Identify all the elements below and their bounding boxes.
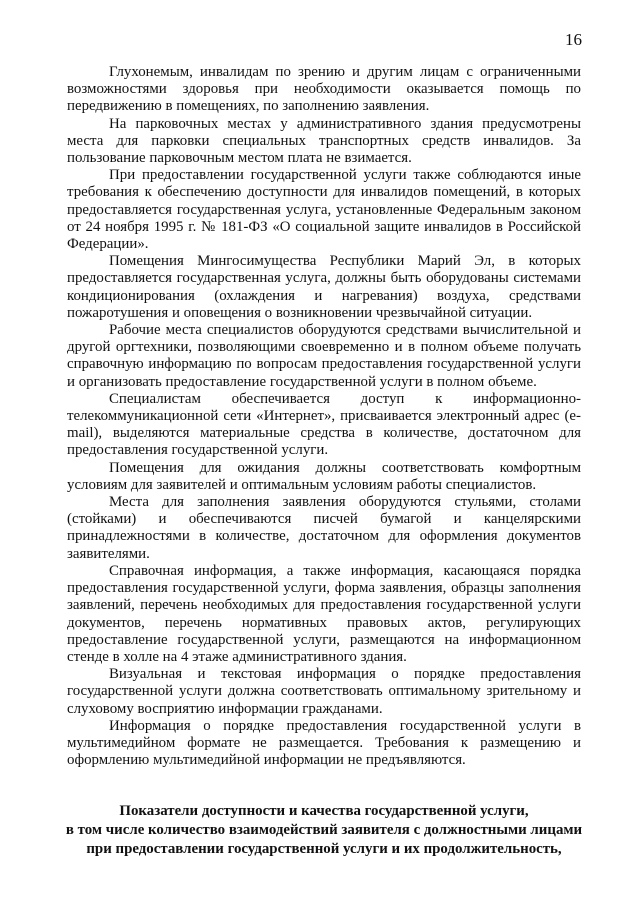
paragraph-internet-access: Специалистам обеспечивается доступ к информационно-телекоммуникационной сети «Интернет», присваивается электронный адрес (e-mail), выделяются материальные средства в количестве, достаточном для предоставления государственной услуги.: [67, 390, 581, 459]
paragraph-workplaces: Рабочие места специалистов оборудуются средствами вычислительной и другой оргтехники, позволяющими своевременно и в полном объеме получать справочную информацию по вопросам предоставления государственной услуги и организовать предоставление государственной услуги в полном объеме.: [67, 322, 581, 390]
paragraph-assistance: Глухонемым, инвалидам по зрению и другим лицам с ограниченными возможностями здоровья при необходимости оказывается помощь по передвижению в помещениях, по заполнению заявления.: [67, 64, 581, 115]
heading-line-2: в том числе количество взаимодействий заявителя с должностными лицами: [65, 822, 583, 838]
page-number: 16: [565, 30, 582, 49]
paragraph-form-filling-area: Места для заполнения заявления оборудуются стульями, столами (стойками) и обеспечиваются писчей бумагой и канцелярскими принадлежностями в количестве, достаточном для оформления документов заявителями.: [67, 494, 581, 562]
paragraph-parking: На парковочных местах у административного здания предусмотрены места для парковки специальных транспортных средств инвалидов. За пользование парковочным местом плата не взимается.: [67, 115, 581, 167]
heading-line-3: при предоставлении государственной услуги и их продолжительность,: [86, 841, 562, 857]
heading-line-1: Показатели доступности и качества государственной услуги,: [119, 803, 529, 819]
paragraph-waiting-area: Помещения для ожидания должны соответствовать комфортным условиям для заявителей и оптимальным условиям работы специалистов.: [67, 459, 581, 493]
section-heading: [60, 802, 588, 859]
paragraph-multimedia-info: Информация о порядке предоставления государственной услуги в мультимедийном формате не размещается. Требования к размещению и оформлению мультимедийной информации не предъявляются.: [67, 717, 581, 769]
paragraph-accessibility-requirements: При предоставлении государственной услуги также соблюдаются иные требования к обеспечению доступности для инвалидов помещений, в которых предоставляется государственная услуга, установленные Федеральным законом от 24 ноября 1995 г. № 181-ФЗ «О социальной защите инвалидов в Российской Федерации».: [67, 167, 581, 253]
document-body: [67, 64, 581, 769]
paragraph-premises-equipment: Помещения Мингосимущества Республики Марий Эл, в которых предоставляется государственная услуга, должны быть оборудованы системами кондиционирования (охлаждения и нагревания) воздуха, средствами пожаротушения и оповещения о возникновении чрезвычайной ситуации.: [67, 253, 581, 321]
paragraph-visual-info: Визуальная и текстовая информация о порядке предоставления государственной услуги должна соответствовать оптимальному зрительному и слуховому восприятию информации гражданами.: [67, 666, 581, 717]
paragraph-reference-info: Справочная информация, а также информация, касающаяся порядка предоставления государственной услуги, форма заявления, образцы заполнения заявлений, перечень необходимых для предоставления государственной услуги документов, перечень нормативных правовых актов, регулирующих предоставление государственной услуги, размещаются на информационном стенде в холле на 4 этаже административного здания.: [67, 562, 581, 665]
